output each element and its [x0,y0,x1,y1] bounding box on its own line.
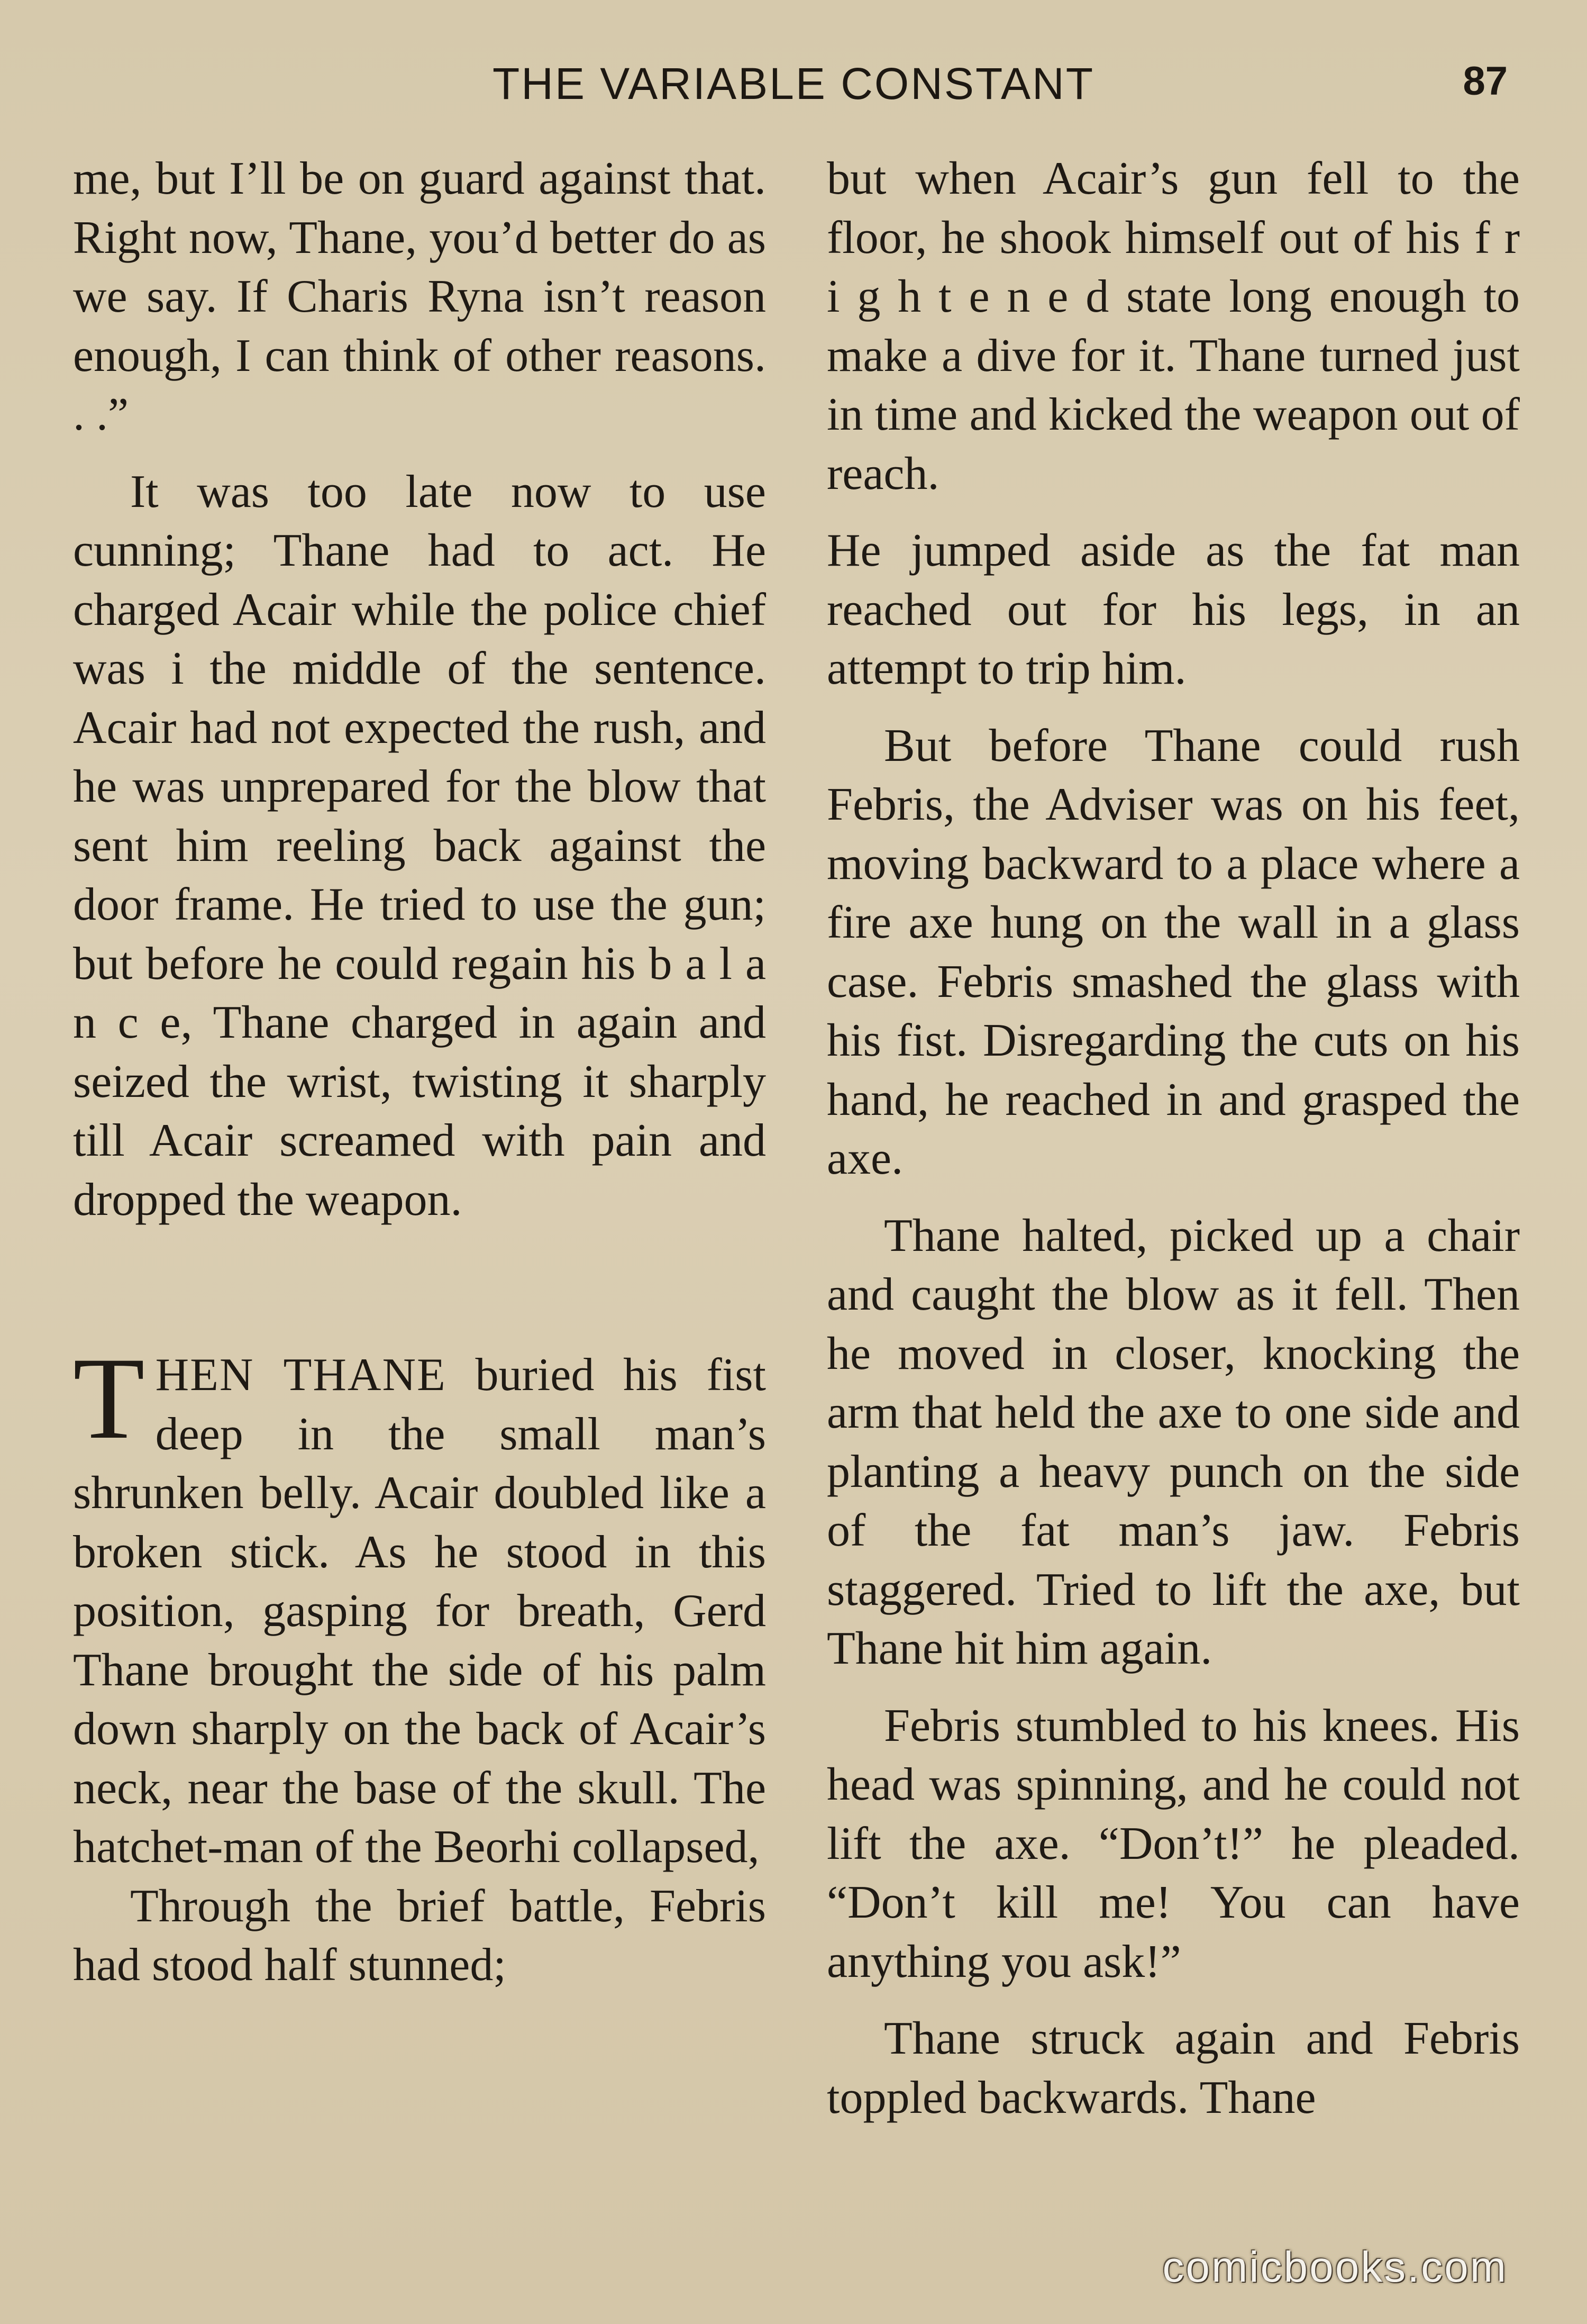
small-caps-lead: HEN THANE [155,1349,446,1401]
paragraph: It was too late now to use cunning; Thane had to act. He charged Acair while the police chief was i the middle of the sentence. Acair had not expected the rush, and he was unprepared for the blow that sent him reeling back against the door frame. He tried to use the gun; but before he could regain his b a l a n c e, Thane charged in again and seized the wrist, twisting it sharply till Acair screamed with pain and dropped the weapon. [73,466,766,1225]
running-title: THE VARIABLE CONSTANT [492,59,1095,108]
watermark: comicbooks.com [1162,2243,1508,2291]
paragraph: Through the brief battle, Febris had stood half stunned; [73,1880,766,1991]
page-header [74,58,1513,122]
paragraph: Thane struck again and Febris toppled backwards. Thane [827,2013,1520,2123]
paragraph: but when Acair’s gun fell to the floor, he shook himself out of his f r i g h t e n e d state long enough to make a dive for it. Thane turned just in time and kicked the weapon out of reach. [827,153,1520,500]
left-column [73,149,766,1995]
drop-cap: T [73,1333,145,1464]
paragraph: me, but I’ll be on guard against that. Right now, Thane, you’d better do as we say. If Charis Ryna isn’t reason enough, I can think of other reasons. . .” [73,153,766,440]
paragraph: But before Thane could rush Febris, the Adviser was on his feet, moving backward to a place where a fire axe hung on the wall in a glass case. Febris smashed the glass with his fist. Disregarding the cuts on his hand, he reached in and grasped the axe. [827,720,1520,1184]
paragraph: He jumped aside as the fat man reached out for his legs, in an attempt to trip him. [827,525,1520,694]
section-opening-paragraph [73,1333,766,1877]
paragraph: Thane halted, picked up a chair and caught the blow as it fell. Then he moved in closer, knocking the arm that held the axe to one side and planting a heavy punch on the side of the fat man’s jaw. Febris staggered. Tried to lift the axe, but Thane hit him again. [827,1210,1520,1674]
right-column [827,149,1520,2127]
page-number: 87 [1463,59,1508,104]
paragraph: Febris stumbled to his knees. His head was spinning, and he could not lift the axe. “Don’t!” he pleaded. “Don’t kill me! You can have anything you ask!” [827,1700,1520,1987]
paragraph-text: buried his fist deep in the small man’s shrunken belly. Acair doubled like a broken stick. As he stood in this position, gasping for breath, Gerd Thane brought the side of his palm down sharply on the back of Acair’s neck, near the base of the skull. The hatchet-man of the Beorhi collapsed, [73,1349,766,1873]
